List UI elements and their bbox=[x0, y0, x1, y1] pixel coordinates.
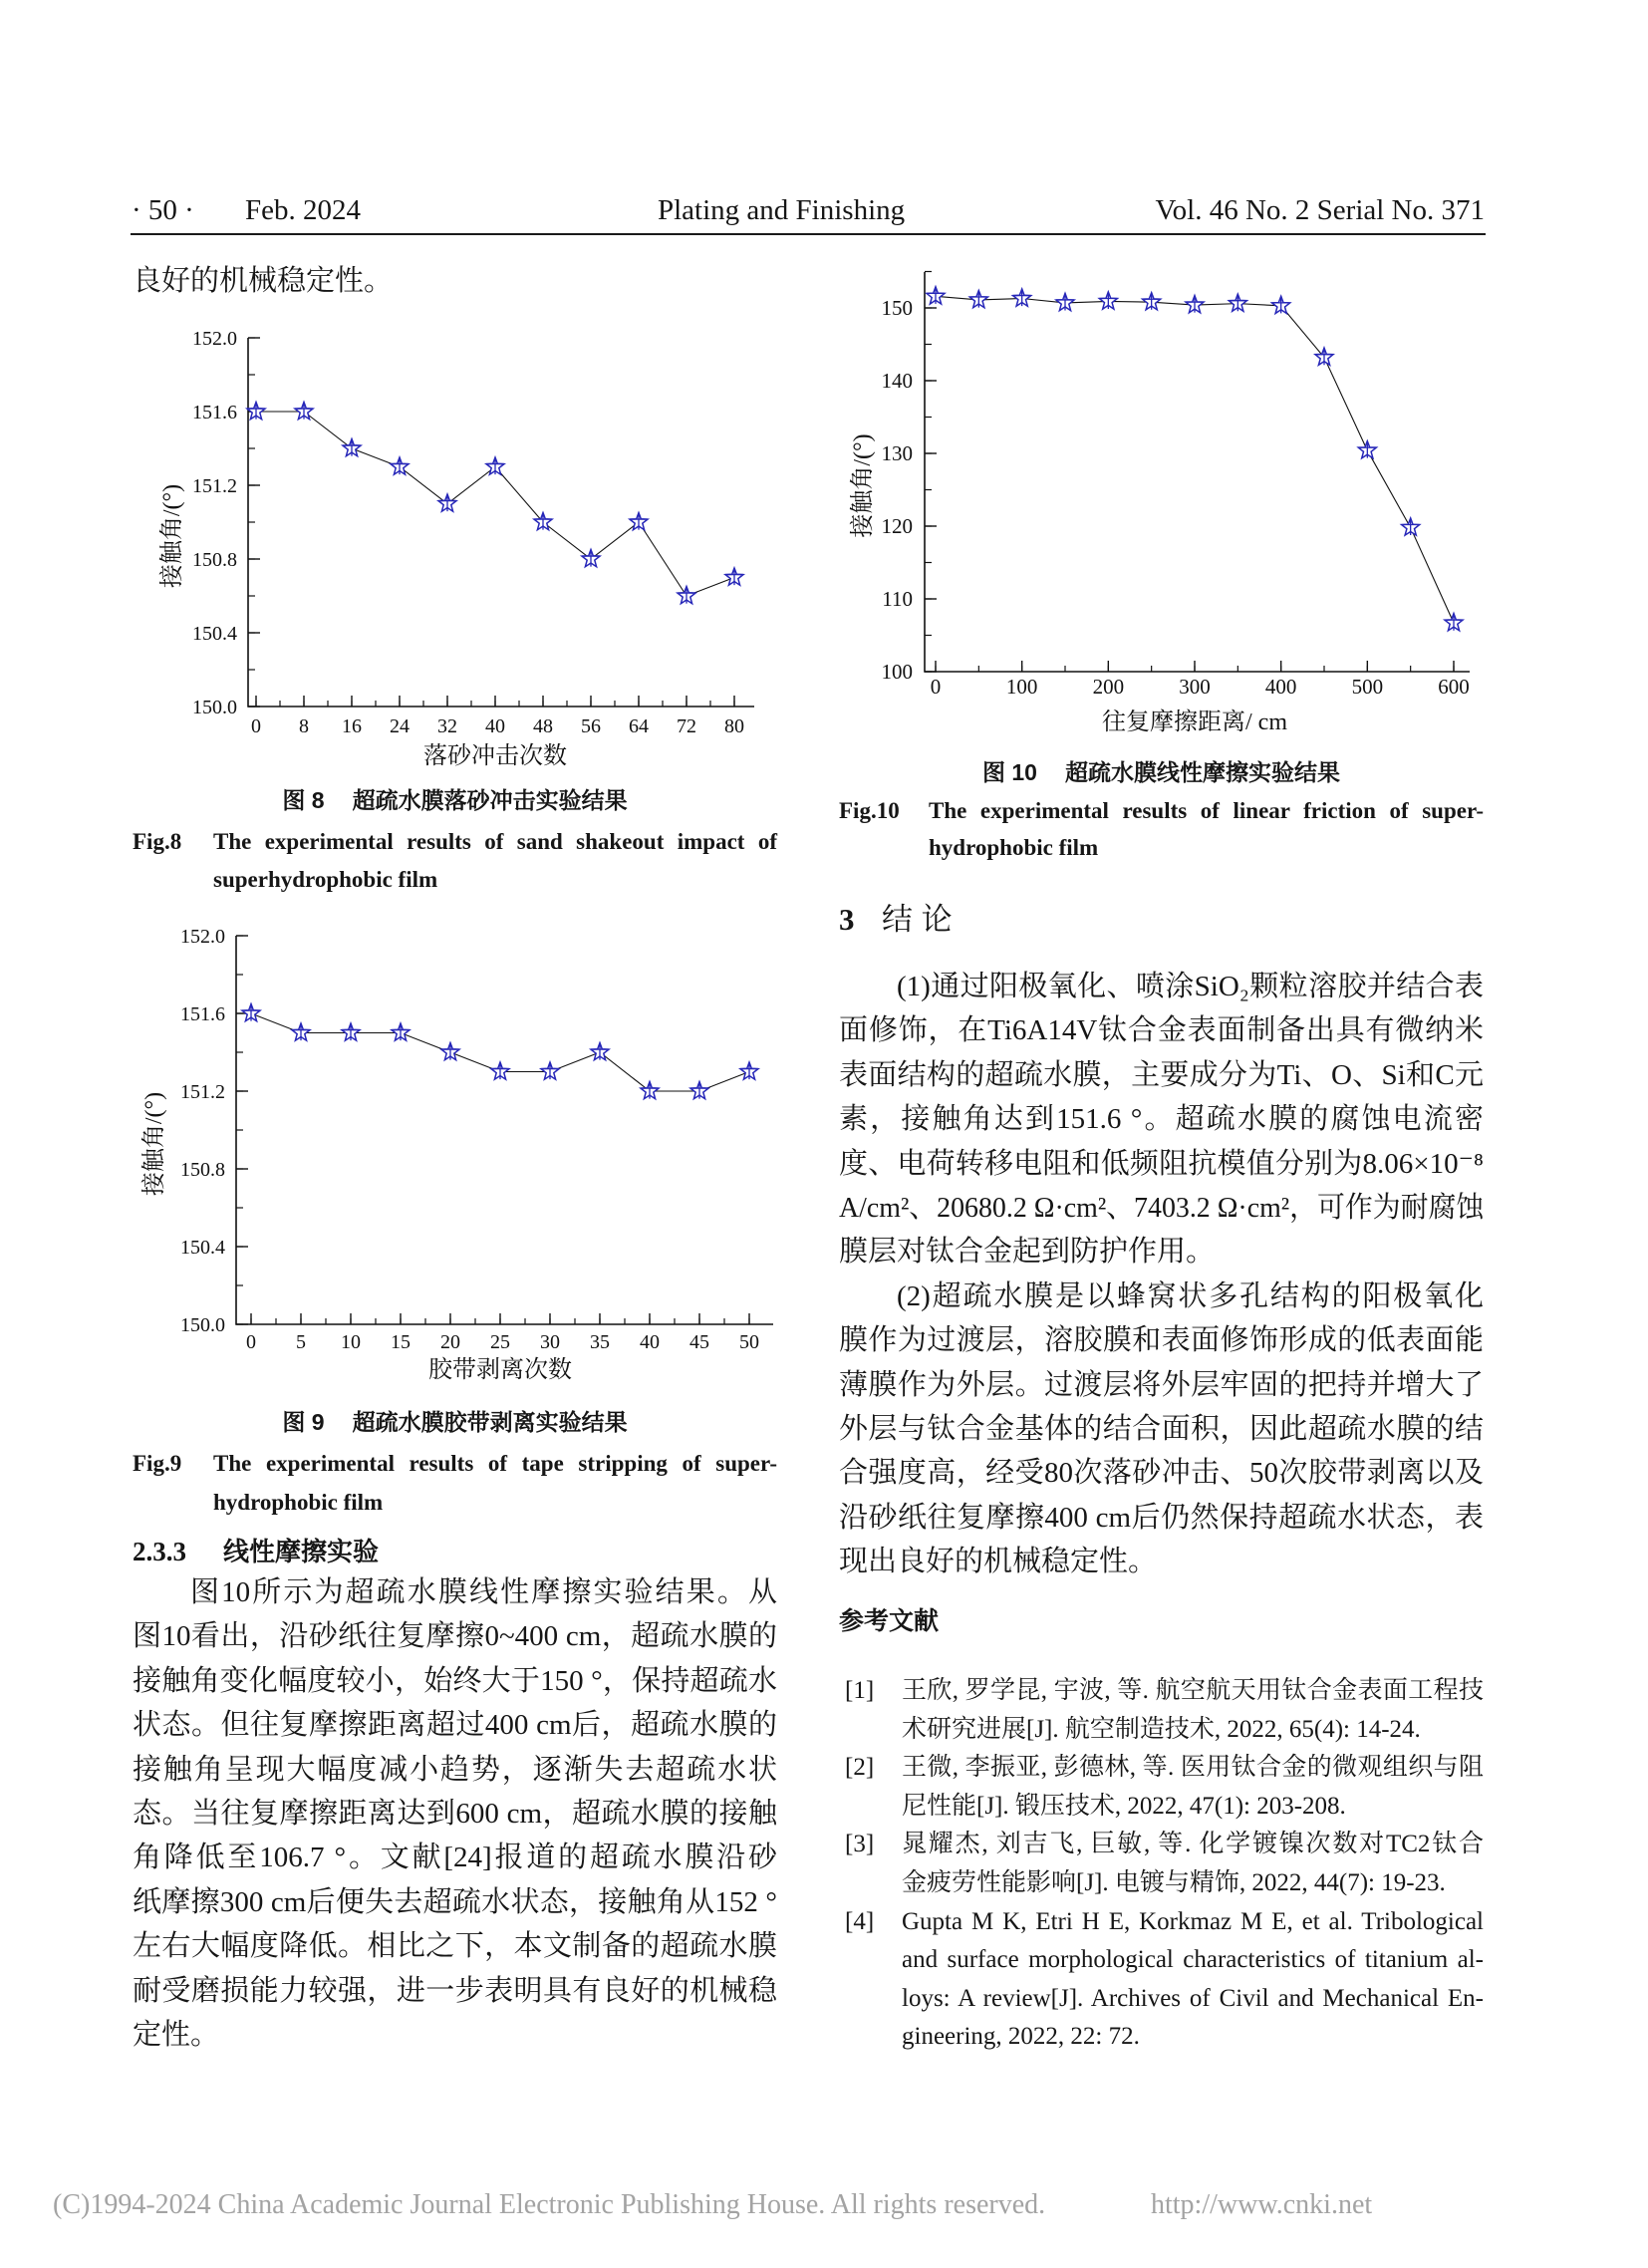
y-tick-label: 140 bbox=[881, 369, 913, 394]
text-line: The experimental results of tape stripping of super- bbox=[213, 1451, 777, 1476]
figure-9-label-cn: 图 9 bbox=[282, 1409, 325, 1435]
y-tick-label: 150.8 bbox=[192, 548, 237, 571]
reference-item bbox=[839, 1903, 1484, 2057]
figure-10-chart bbox=[832, 254, 1495, 742]
figure-9-caption-cn bbox=[133, 1407, 777, 1437]
reference-text bbox=[902, 1903, 1484, 2057]
figure-8-caption-cn bbox=[133, 785, 777, 815]
star-marker-icon bbox=[1186, 296, 1204, 313]
figure-8-title-cn: 超疏水膜落砂冲击实验结果 bbox=[352, 787, 628, 813]
text-line: The experimental results of linear friction of super- bbox=[929, 798, 1484, 823]
y-tick-label: 152.0 bbox=[192, 327, 237, 350]
star-marker-icon bbox=[1229, 294, 1246, 311]
text-line: loys: A review[J]. Archives of Civil and Mechanical En- bbox=[902, 1984, 1484, 2012]
figure-9-chart bbox=[130, 917, 797, 1395]
figure-10-caption-en bbox=[839, 792, 1484, 866]
figure-10-label-en: Fig.10 bbox=[839, 798, 900, 823]
text-line: 膜层对钛合金起到防护作用。 bbox=[839, 1236, 1216, 1269]
y-tick-label: 151.6 bbox=[192, 401, 237, 424]
figure-9-title-cn: 超疏水膜胶带剥离实验结果 bbox=[352, 1409, 628, 1435]
star-marker-icon bbox=[342, 1023, 360, 1040]
section-number: 3 bbox=[839, 902, 855, 937]
text-line: superhydrophobic film bbox=[213, 867, 438, 892]
text-line: 表面结构的超疏水膜，主要成分为Ti、O、Si和C元 bbox=[839, 1058, 1484, 1091]
x-tick-label: 0 bbox=[246, 1331, 256, 1353]
star-marker-icon bbox=[641, 1082, 659, 1099]
x-tick-label: 45 bbox=[689, 1331, 709, 1353]
y-tick-label: 100 bbox=[881, 660, 913, 685]
y-tick-label: 150.4 bbox=[180, 1236, 225, 1259]
reference-number: [1] bbox=[845, 1677, 875, 1704]
figure-8-title-en bbox=[213, 823, 777, 899]
conclusion-paragraph-1 bbox=[839, 965, 1484, 1275]
issue-date: Feb. 2024 bbox=[245, 194, 361, 226]
star-marker-icon bbox=[441, 1043, 459, 1060]
text-line: 角降低至106.7 °。文献[24]报道的超疏水膜沿砂 bbox=[133, 1842, 777, 1874]
x-tick-label: 72 bbox=[677, 715, 696, 737]
text-line: 合强度高，经受80次落砂冲击、50次胶带剥离以及 bbox=[839, 1457, 1484, 1490]
copyright-notice: (C)1994-2024 China Academic Journal Electronic Publishing House. All rights reserved. bbox=[53, 2189, 1046, 2220]
y-tick-label: 150 bbox=[881, 296, 913, 321]
star-marker-icon bbox=[582, 550, 600, 567]
figure-8-caption-en bbox=[133, 823, 777, 899]
x-tick-label: 15 bbox=[391, 1331, 411, 1353]
x-tick-label: 40 bbox=[485, 715, 505, 737]
y-tick-label: 110 bbox=[882, 587, 913, 612]
x-tick-label: 0 bbox=[251, 715, 261, 737]
text-line: 接触角变化幅度较小，始终大于150 °，保持超疏水 bbox=[133, 1664, 777, 1697]
text-line: hydrophobic film bbox=[213, 1490, 384, 1515]
text-line: 左右大幅度降低。相比之下，本文制备的超疏水膜 bbox=[133, 1930, 777, 1963]
x-tick-label: 8 bbox=[299, 715, 309, 737]
reference-text bbox=[902, 1826, 1484, 1902]
reference-text bbox=[902, 1672, 1484, 1749]
star-marker-icon bbox=[1099, 292, 1117, 309]
figure-10-caption-cn bbox=[839, 757, 1484, 787]
text-line: 态。当往复摩擦距离达到600 cm，超疏水膜的接触 bbox=[133, 1798, 777, 1831]
x-tick-label: 300 bbox=[1179, 675, 1211, 699]
reference-number: [2] bbox=[845, 1754, 875, 1782]
x-tick-label: 80 bbox=[724, 715, 744, 737]
text-line: (1)通过阳极氧化、喷涂SiO₂颗粒溶胶并结合表 bbox=[897, 971, 1484, 1002]
star-marker-icon bbox=[247, 403, 265, 420]
star-marker-icon bbox=[1056, 293, 1074, 310]
figure-9-title-en bbox=[213, 1444, 777, 1522]
text-line: 状态。但往复摩擦距离超过400 cm后，超疏水膜的 bbox=[133, 1709, 777, 1742]
star-marker-icon bbox=[1445, 614, 1463, 631]
x-tick-label: 20 bbox=[440, 1331, 460, 1353]
star-marker-icon bbox=[392, 1023, 410, 1040]
text-line: 沿砂纸往复摩擦400 cm后仍然保持超疏水状态，表 bbox=[839, 1501, 1484, 1534]
references-title: 参考文献 bbox=[839, 1607, 940, 1635]
text-line: 度、电荷转移电阻和低频阻抗模值分别为8.06×10⁻⁸ bbox=[839, 1147, 1484, 1180]
text-line: gineering, 2022, 22: 72. bbox=[902, 2023, 1140, 2051]
reference-text bbox=[902, 1749, 1484, 1826]
y-tick-label: 152.0 bbox=[180, 925, 225, 948]
text-line: 耐受磨损能力较强，进一步表明具有良好的机械稳 bbox=[133, 1974, 777, 2007]
x-axis-title: 往复摩擦距离/ cm bbox=[1102, 709, 1287, 735]
star-marker-icon bbox=[927, 287, 945, 304]
star-marker-icon bbox=[740, 1062, 758, 1079]
section-2-3-3-body bbox=[133, 1570, 777, 2057]
axis-lines bbox=[236, 936, 773, 1324]
text-line: 薄膜作为外层。过渡层将外层牢固的把持并增大了 bbox=[839, 1368, 1484, 1401]
text-line: 金疲劳性能影响[J]. 电镀与精饰, 2022, 44(7): 19-23. bbox=[902, 1868, 1446, 1896]
x-tick-label: 16 bbox=[342, 715, 362, 737]
figure-10-label-cn: 图 10 bbox=[982, 759, 1037, 785]
x-tick-label: 48 bbox=[533, 715, 553, 737]
y-axis-title: 接触角/(°) bbox=[159, 483, 185, 589]
y-tick-label: 120 bbox=[881, 514, 913, 539]
x-axis-title: 胶带剥离次数 bbox=[428, 1357, 572, 1383]
star-marker-icon bbox=[242, 1004, 260, 1021]
text-line: 尼性能[J]. 锻压技术, 2022, 47(1): 203-208. bbox=[902, 1792, 1346, 1820]
conclusion-paragraph-2 bbox=[839, 1275, 1484, 1584]
reference-item bbox=[839, 1826, 1484, 1902]
text-line: 术研究进展[J]. 航空制造技术, 2022, 65(4): 14-24. bbox=[902, 1715, 1421, 1743]
x-tick-label: 64 bbox=[629, 715, 649, 737]
figure-9-caption-en bbox=[133, 1444, 777, 1522]
x-tick-label: 10 bbox=[341, 1331, 361, 1353]
star-marker-icon bbox=[343, 439, 361, 456]
x-tick-label: 25 bbox=[490, 1331, 510, 1353]
text-line: 面修饰，在Ti6A14V钛合金表面制备出具有微纳米 bbox=[839, 1014, 1484, 1047]
text-line: (2)超疏水膜是以蜂窝状多孔结构的阳极氧化 bbox=[897, 1279, 1484, 1312]
section-heading-3 bbox=[839, 901, 953, 945]
text-line: 良好的机械稳定性。 bbox=[133, 265, 394, 297]
x-tick-label: 5 bbox=[296, 1331, 306, 1353]
text-line: 晁耀杰, 刘吉飞, 巨敏, 等. 化学镀镍次数对TC2钛合 bbox=[902, 1831, 1484, 1858]
star-marker-icon bbox=[1402, 518, 1420, 535]
star-marker-icon bbox=[1272, 296, 1290, 313]
figure-8-label-en: Fig.8 bbox=[133, 829, 182, 854]
references-heading bbox=[839, 1604, 939, 1642]
text-line: 膜作为过渡层，溶胶膜和表面修饰形成的低表面能 bbox=[839, 1324, 1484, 1357]
x-tick-label: 32 bbox=[437, 715, 457, 737]
axes bbox=[925, 272, 1470, 673]
text-line: The experimental results of sand shakeout impact of bbox=[213, 829, 777, 854]
x-tick-label: 400 bbox=[1264, 675, 1297, 699]
star-marker-icon bbox=[541, 1062, 559, 1079]
star-marker-icon bbox=[1143, 293, 1161, 310]
conclusion-body bbox=[839, 965, 1484, 1584]
x-tick-label: 24 bbox=[390, 715, 410, 737]
y-tick-label: 150.8 bbox=[180, 1158, 225, 1181]
y-axis-title: 接触角/(°) bbox=[141, 1091, 167, 1197]
section-title: 结 论 bbox=[882, 902, 953, 937]
star-marker-icon bbox=[1358, 441, 1376, 458]
section-heading-2-3-3 bbox=[133, 1535, 379, 1573]
continuation-text bbox=[133, 259, 777, 303]
text-line: 图10看出，沿砂纸往复摩擦0~400 cm，超疏水膜的 bbox=[133, 1620, 777, 1653]
issue-info: Vol. 46 No. 2 Serial No. 371 bbox=[1155, 194, 1485, 226]
x-tick-label: 35 bbox=[590, 1331, 610, 1353]
y-axis-title: 接触角/(°) bbox=[850, 433, 876, 538]
reference-number: [3] bbox=[845, 1831, 875, 1858]
text-line: 素，接触角达到151.6 °。超疏水膜的腐蚀电流密 bbox=[839, 1103, 1484, 1136]
y-tick-label: 150.4 bbox=[192, 622, 237, 645]
section-number: 2.3.3 bbox=[133, 1537, 186, 1566]
section-title: 线性摩擦实验 bbox=[223, 1537, 380, 1566]
x-tick-label: 600 bbox=[1438, 675, 1470, 699]
figure-9-label-en: Fig.9 bbox=[133, 1451, 182, 1476]
x-tick-label: 40 bbox=[640, 1331, 660, 1353]
star-marker-icon bbox=[969, 290, 987, 307]
axis-lines bbox=[925, 272, 1470, 672]
text-line: 图10所示为超疏水膜线性摩擦实验结果。从 bbox=[190, 1576, 777, 1608]
page-number: · 50 · bbox=[132, 194, 194, 226]
figure-10-title-en bbox=[929, 792, 1484, 866]
axes bbox=[236, 936, 773, 1324]
text-line: 现出良好的机械稳定性。 bbox=[839, 1546, 1158, 1578]
text-line: 定性。 bbox=[133, 2019, 220, 2052]
figure-8-label-cn: 图 8 bbox=[282, 787, 325, 813]
text-line: 纸摩擦300 cm后便失去超疏水状态，接触角从152 ° bbox=[133, 1885, 777, 1918]
x-tick-label: 500 bbox=[1351, 675, 1384, 699]
axes bbox=[248, 338, 754, 707]
reference-item bbox=[839, 1672, 1484, 1749]
text-line: 王欣, 罗学昆, 宇波, 等. 航空航天用钛合金表面工程技 bbox=[902, 1677, 1484, 1704]
star-marker-icon bbox=[438, 494, 456, 511]
y-tick-label: 151.2 bbox=[192, 474, 237, 497]
y-tick-label: 150.0 bbox=[180, 1313, 225, 1336]
text-line: 外层与钛合金基体的结合面积，因此超疏水膜的结 bbox=[839, 1413, 1484, 1446]
figure-8-chart bbox=[139, 319, 797, 787]
star-marker-icon bbox=[491, 1062, 509, 1079]
y-tick-label: 130 bbox=[881, 441, 913, 466]
reference-item bbox=[839, 1749, 1484, 1826]
x-tick-label: 200 bbox=[1092, 675, 1125, 699]
text-line: hydrophobic film bbox=[929, 835, 1099, 860]
reference-list bbox=[839, 1672, 1484, 2057]
x-tick-label: 50 bbox=[739, 1331, 759, 1353]
text-line: A/cm²、20680.2 Ω·cm²、7403.2 Ω·cm²，可作为耐腐蚀 bbox=[839, 1192, 1485, 1225]
data-line bbox=[256, 412, 734, 596]
text-line: and surface morphological characteristics of titanium al- bbox=[902, 1946, 1484, 1974]
text-line: 接触角呈现大幅度减小趋势，逐渐失去超疏水状 bbox=[133, 1753, 777, 1786]
x-tick-label: 0 bbox=[930, 675, 942, 699]
axis-lines bbox=[248, 338, 754, 707]
star-marker-icon bbox=[1013, 289, 1031, 306]
data-line bbox=[936, 296, 1454, 623]
reference-number: [4] bbox=[845, 1907, 875, 1935]
paragraph bbox=[133, 1570, 777, 2057]
y-tick-label: 151.2 bbox=[180, 1080, 225, 1103]
header-rule bbox=[131, 233, 1486, 235]
y-tick-label: 151.6 bbox=[180, 1002, 225, 1025]
x-tick-label: 30 bbox=[540, 1331, 560, 1353]
star-marker-icon bbox=[690, 1082, 708, 1099]
star-marker-icon bbox=[725, 568, 743, 585]
star-marker-icon bbox=[292, 1023, 310, 1040]
text-line: Gupta M K, Etri H E, Korkmaz M E, et al. Tribological bbox=[902, 1907, 1484, 1935]
x-tick-label: 100 bbox=[1005, 675, 1038, 699]
y-tick-label: 150.0 bbox=[192, 696, 237, 718]
x-axis-title: 落砂冲击次数 bbox=[423, 743, 567, 769]
star-marker-icon bbox=[678, 587, 695, 604]
x-tick-label: 56 bbox=[581, 715, 601, 737]
journal-title: Plating and Finishing bbox=[658, 194, 906, 226]
cnki-url: http://www.cnki.net bbox=[1151, 2189, 1373, 2220]
text-line: 王微, 李振亚, 彭德林, 等. 医用钛合金的微观组织与阻 bbox=[902, 1754, 1484, 1782]
data-line bbox=[251, 1013, 749, 1091]
figure-10-title-cn: 超疏水膜线性摩擦实验结果 bbox=[1064, 759, 1340, 785]
